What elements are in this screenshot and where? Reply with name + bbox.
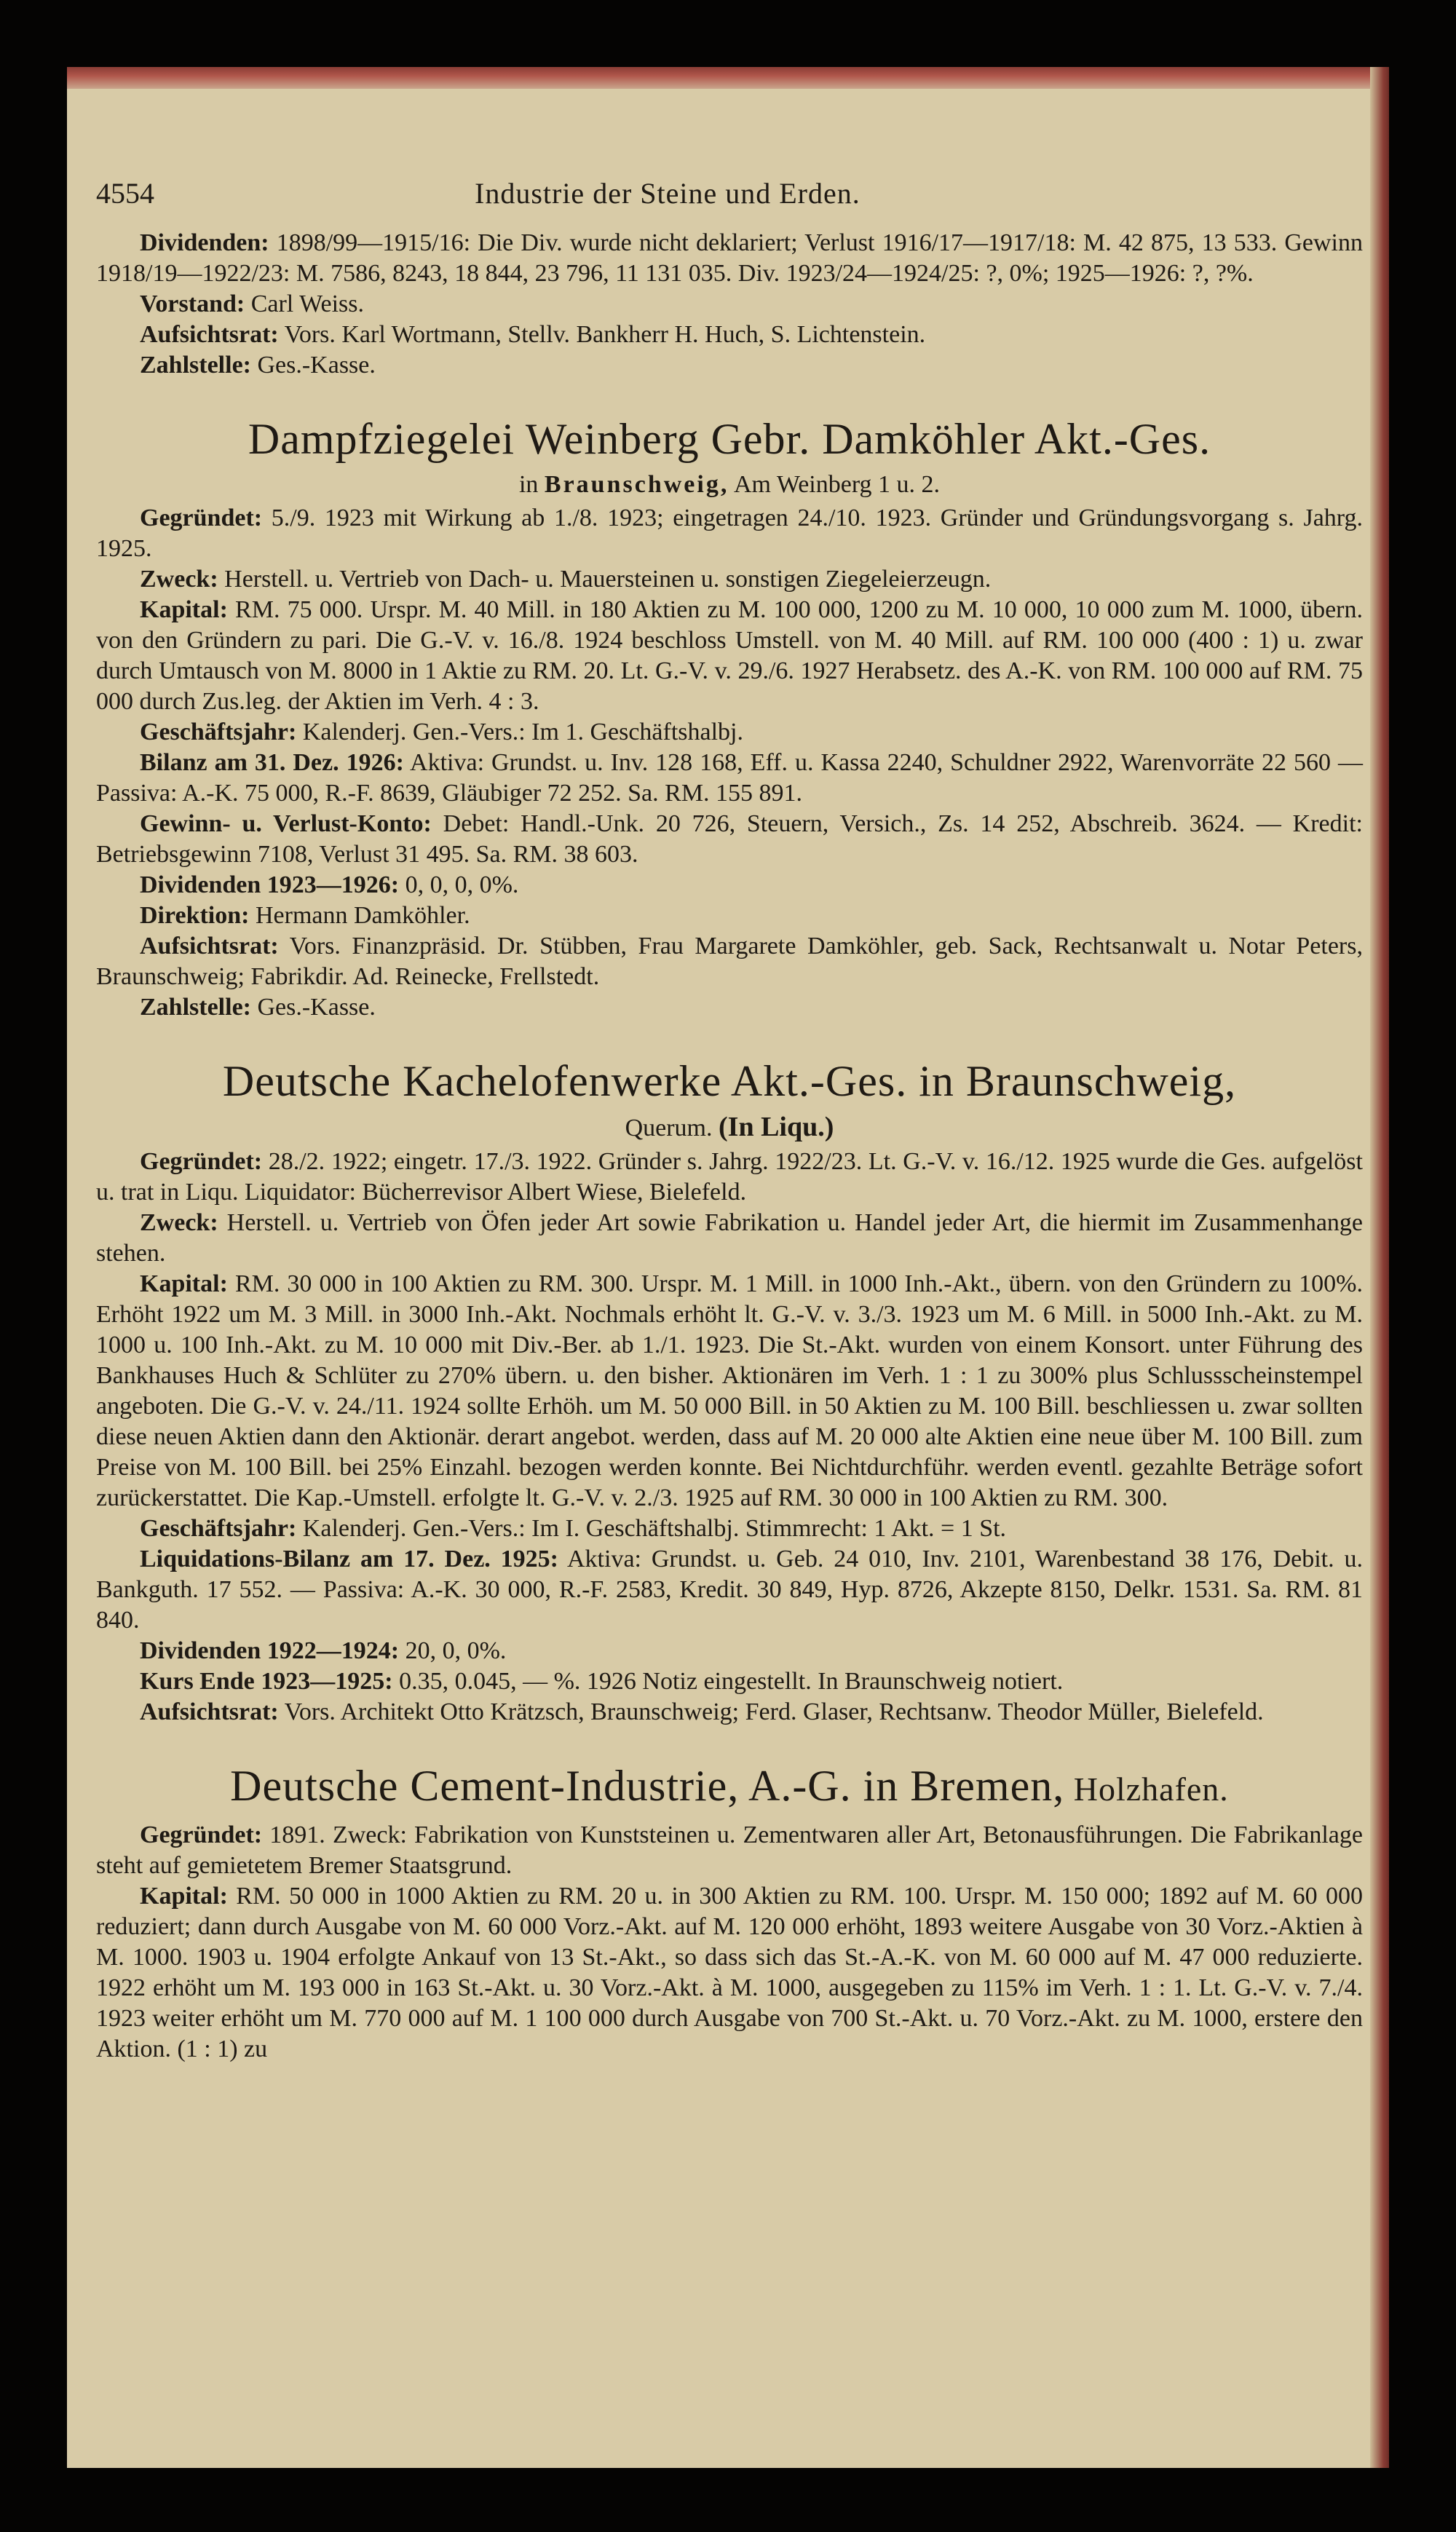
entry-gewinn-verlust: Gewinn- u. Verlust-Konto: Debet: Handl.-Unk. 20 726, Steuern, Versich., Zs. 14 252, Abschreib. 3624. — Kredit: Betriebsgewinn 7108, Verlust 31 495. Sa. RM. 38 603. <box>96 810 1363 868</box>
entry-kurs: Kurs Ende 1923—1925: 0.35, 0.045, — %. 1926 Notiz eingestellt. In Braunschweig notiert. <box>140 1668 1064 1695</box>
entry-gegruendet: Gegründet: 1891. Zweck: Fabrikation von Kunststeinen u. Zementwaren aller Art, Betonausführungen. Die Fabrikanlage steht auf gemietetem Bremer Staatsgrund. <box>96 1821 1363 1879</box>
entry-kapital: Kapital: RM. 50 000 in 1000 Aktien zu RM. 20 u. in 300 Aktien zu RM. 100. Urspr. M. 150 000; 1892 auf M. 60 000 reduziert; dann durch Ausgabe von M. 60 000 Vorz.-Akt. auf M. 120 000 erhöht, 1893 weitere Ausgabe von 30 Vorz.-Aktien à M. 1000. 1903 u. 1904 erfolgte Ankauf von 13 St.-Akt., so dass sich das St.-A.-K. von M. 60 000 auf M. 47 000 reduzierte. 1922 erhöht um M. 193 000 in 163 St.-Akt. u. 30 Vorz.-Akt. à M. 1000, ausgegeben zu 115% im Verh. 1 : 1. Lt. G.-V. v. 7./4. 1923 weiter erhöht um M. 770 000 auf M. 1 100 000 durch Ausgabe von 700 St.-Akt. u. 70 Vorz.-Akt. zu M. 1000, erstere den Aktion. (1 : 1) zu <box>96 1883 1363 2062</box>
entry-aufsichtsrat: Aufsichtsrat: Vors. Finanzpräsid. Dr. Stübben, Frau Margarete Damköhler, geb. Sack, Rechtsanwalt u. Notar Peters, Braunschweig; Fabrikdir. Ad. Reinecke, Frellstedt. <box>96 933 1363 990</box>
company-title-kachelofenwerke: Deutsche Kachelofenwerke Akt.-Ges. in Braunschweig, <box>222 1057 1237 1105</box>
top-vorstand: Vorstand: Carl Weiss. <box>140 290 365 317</box>
entry-liquidations-bilanz: Liquidations-Bilanz am 17. Dez. 1925: Aktiva: Grundst. u. Geb. 24 010, Inv. 2101, Warenbestand 38 176, Debit. u. Bankguth. 17 552. — Passiva: A.-K. 30 000, R.-F. 2583, Kredit. 30 849, Hyp. 8726, Akzepte 8150, Delkr. 1531. Sa. RM. 81 840. <box>96 1546 1363 1634</box>
entry-gegruendet: Gegründet: 5./9. 1923 mit Wirkung ab 1./8. 1923; eingetragen 24./10. 1923. Gründer und Gründungsvorgang s. Jahrg. 1925. <box>96 505 1363 562</box>
company-title-cement-industrie: Deutsche Cement-Industrie, A.-G. in Bremen, Holzhafen. <box>230 1762 1229 1810</box>
entry-gegruendet: Gegründet: 28./2. 1922; eingetr. 17./3. 1922. Gründer s. Jahrg. 1922/23. Lt. G.-V. v. 16./12. 1925 wurde die Ges. aufgelöst u. trat in Liqu. Liquidator: Bücherrevisor Albert Wiese, Bielefeld. <box>96 1148 1363 1206</box>
page-number: 4554 <box>96 177 154 210</box>
company-subtitle-damkoehler: in Braunschweig, Am Weinberg 1 u. 2. <box>518 471 941 498</box>
company-subtitle-kachelofenwerke: Querum. (In Liqu.) <box>625 1112 834 1142</box>
entry-geschaeftsjahr: Geschäftsjahr: Kalenderj. Gen.-Vers.: Im 1. Geschäftshalbj. <box>140 719 743 745</box>
page-header <box>96 176 1363 210</box>
company-title-damkoehler: Dampfziegelei Weinberg Gebr. Damköhler Akt.-Ges. <box>248 415 1211 463</box>
entry-direktion: Direktion: Hermann Damköhler. <box>140 902 470 929</box>
book-page <box>67 67 1389 2468</box>
entry-kapital: Kapital: RM. 75 000. Urspr. M. 40 Mill. in 180 Aktien zu M. 100 000, 1200 zu M. 10 000, 10 000 zum M. 1000, übern. von den Gründern zu pari. Die G.-V. v. 16./8. 1924 beschloss Umstell. von M. 40 Mill. auf RM. 100 000 (400 : 1) u. zwar durch Umtausch von M. 8000 in 1 Aktie zu RM. 20. Lt. G.-V. v. 29./6. 1927 Herabsetz. des A.-K. von RM. 100 000 auf RM. 75 000 durch Zus.leg. der Aktien im Verh. 4 : 3. <box>96 596 1363 715</box>
entry-zweck: Zweck: Herstell. u. Vertrieb von Öfen jeder Art sowie Fabrikation u. Handel jeder Art, die hiermit im Zusammenhange stehen. <box>96 1209 1363 1267</box>
entry-zahlstelle: Zahlstelle: Ges.-Kasse. <box>140 994 376 1021</box>
running-title: Industrie der Steine und Erden. <box>475 177 860 210</box>
top-zahlstelle: Zahlstelle: Ges.-Kasse. <box>140 352 376 379</box>
top-dividenden: Dividenden: 1898/99—1915/16: Die Div. wurde nicht deklariert; Verlust 1916/17—1917/18: M. 42 875, 13 533. Gewinn 1918/19—1922/23: M. 7586, 8243, 18 844, 23 796, 11 131 035. Div. 1923/24—1924/25: ?, 0%; 1925—1926: ?, ?%. <box>96 229 1363 287</box>
top-aufsichtsrat: Aufsichtsrat: Vors. Karl Wortmann, Stellv. Bankherr H. Huch, S. Lichtenstein. <box>140 321 926 348</box>
page-right-edge <box>1370 67 1389 2468</box>
page-top-edge <box>67 67 1389 89</box>
entry-bilanz: Bilanz am 31. Dez. 1926: Aktiva: Grundst. u. Inv. 128 168, Eff. u. Kassa 2240, Schuldner 2922, Warenvorräte 22 560 — Passiva: A.-K. 75 000, R.-F. 8639, Gläubiger 72 252. Sa. RM. 155 891. <box>96 749 1363 807</box>
entry-kapital: Kapital: RM. 30 000 in 100 Aktien zu RM. 300. Urspr. M. 1 Mill. in 1000 Inh.-Akt., übern. von den Gründern zu 100%. Erhöht 1922 um M. 3 Mill. in 3000 Inh.-Akt. Nochmals erhöht lt. G.-V. v. 3./3. 1923 um M. 6 Mill. in 5000 Inh.-Akt. zu M. 1000 u. 100 Inh.-Akt. zu M. 10 000 mit Div.-Ber. ab 1./1. 1923. Die St.-Akt. wurden von einem Konsort. unter Führung des Bankhauses Huch & Schlüter zu 270% übern. u. den bisher. Aktionären im Verh. 1 : 1 zu 300% plus Schlussscheinstempel angeboten. Die G.-V. v. 24./11. 1924 sollte Erhöh. um M. 50 000 Bill. in 50 Aktien zu M. 100 Bill. beschliessen u. zwar sollten diese neuen Aktien dann den Aktionär. derart angebot. werden, dass auf M. 20 000 alte Aktien eine neue über M. 100 Bill. zum Preise von M. 100 Bill. bei 25% Einzahl. bezogen werden konnte. Bei Nichtdurchführ. werden eventl. gezahlte Beträge sofort zurückerstattet. Die Kap.-Umstell. erfolgte lt. G.-V. v. 2./3. 1925 auf RM. 30 000 in 100 Aktien zu RM. 300. <box>96 1270 1363 1511</box>
entry-zweck: Zweck: Herstell. u. Vertrieb von Dach- u. Mauersteinen u. sonstigen Ziegeleierzeugn. <box>140 566 992 593</box>
entry-dividenden: Dividenden 1922—1924: 20, 0, 0%. <box>140 1637 507 1664</box>
page-content <box>96 176 1363 2065</box>
entry-aufsichtsrat: Aufsichtsrat: Vors. Architekt Otto Krätzsch, Braunschweig; Ferd. Glaser, Rechtsanw. Theodor Müller, Bielefeld. <box>140 1698 1264 1725</box>
entry-dividenden: Dividenden 1923—1926: 0, 0, 0, 0%. <box>140 871 519 898</box>
entry-geschaeftsjahr: Geschäftsjahr: Kalenderj. Gen.-Vers.: Im I. Geschäftshalbj. Stimmrecht: 1 Akt. = 1 St. <box>140 1515 1007 1542</box>
